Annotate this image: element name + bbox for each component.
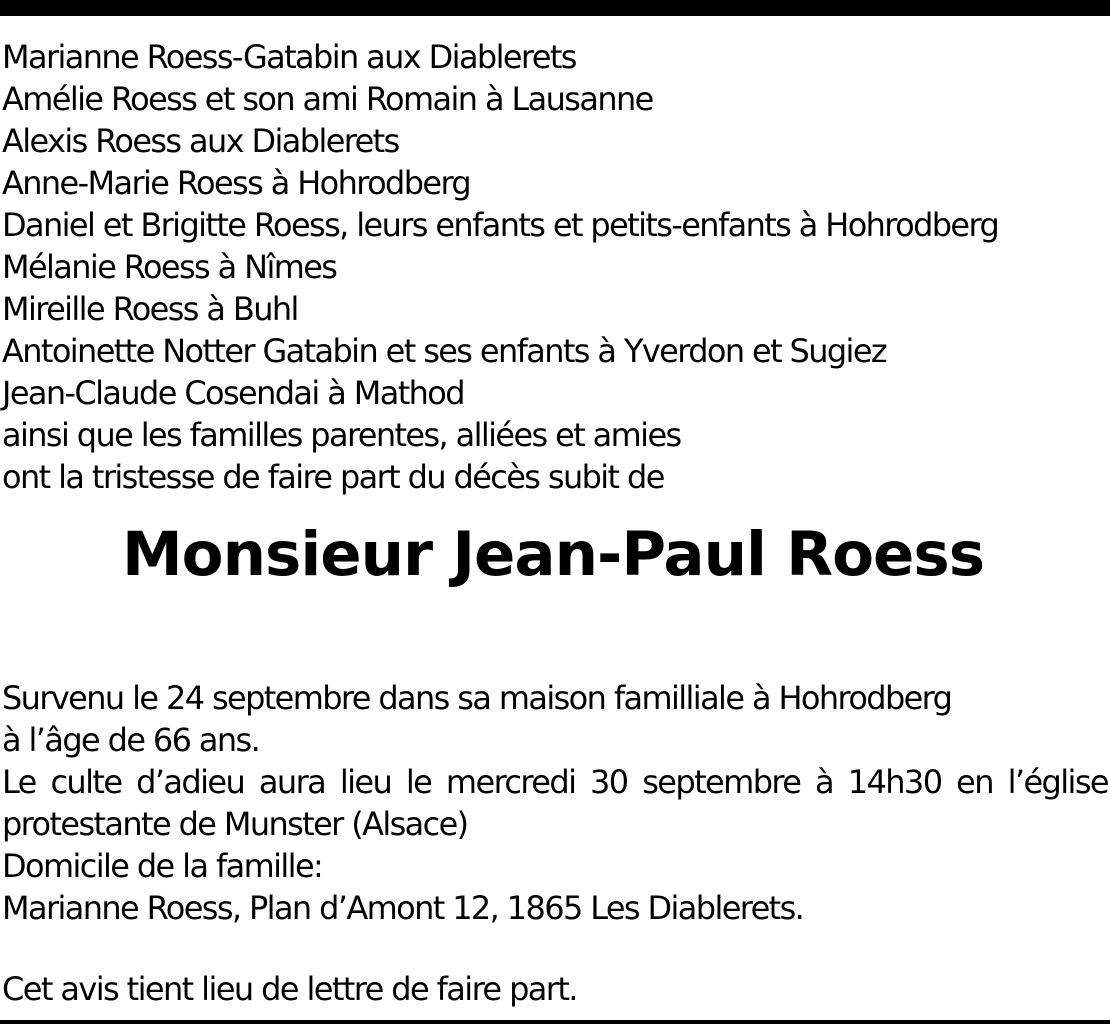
service-word: à — [815, 763, 834, 801]
service-line — [2, 761, 1108, 803]
service-word: le — [405, 763, 432, 801]
mourner-line: Marianne Roess-Gatabin aux Diablerets — [2, 38, 576, 76]
details-block — [2, 677, 1108, 929]
service-word: l’église — [1007, 763, 1108, 801]
service-word: 30 — [590, 763, 628, 801]
mourner-line: Daniel et Brigitte Roess, leurs enfants et petits-enfants à Hohrodberg — [2, 206, 999, 244]
service-word: 14h30 — [847, 763, 942, 801]
bottom-border-rule — [0, 1020, 1110, 1024]
service-word: culte — [50, 763, 122, 801]
domicile-label: Domicile de la famille: — [2, 847, 323, 885]
mourner-line: ont la tristesse de faire part du décès subit de — [2, 458, 664, 496]
top-border-rule — [0, 0, 1110, 16]
service-word: en — [956, 763, 993, 801]
mourner-line: Antoinette Notter Gatabin et ses enfants à Yverdon et Sugiez — [2, 332, 887, 370]
age-line: à l’âge de 66 ans. — [2, 721, 260, 759]
death-date-line: Survenu le 24 septembre dans sa maison familliale à Hohrodberg — [2, 679, 952, 717]
mourner-line: Alexis Roess aux Diablerets — [2, 122, 399, 160]
service-location-line: protestante de Munster (Alsace) — [2, 805, 468, 843]
mourners-block — [2, 36, 1108, 498]
deceased-name-heading: Monsieur Jean-Paul Roess — [121, 519, 985, 590]
service-word: aura — [258, 763, 326, 801]
service-word: septembre — [642, 763, 801, 801]
service-word: mercredi — [445, 763, 576, 801]
mourner-line: Jean-Claude Cosendai à Mathod — [2, 374, 464, 412]
mourner-line: Mireille Roess à Buhl — [2, 290, 298, 328]
mourner-line: Anne-Marie Roess à Hohrodberg — [2, 164, 471, 202]
service-word: Le — [2, 763, 36, 801]
mourner-line: Mélanie Roess à Nîmes — [2, 248, 337, 286]
closing-statement: Cet avis tient lieu de lettre de faire part. — [2, 970, 577, 1008]
service-word: d’adieu — [136, 763, 245, 801]
domicile-address: Marianne Roess, Plan d’Amont 12, 1865 Les Diablerets. — [2, 889, 804, 927]
mourner-line: ainsi que les familles parentes, alliées et amies — [2, 416, 681, 454]
mourner-line: Amélie Roess et son ami Romain à Lausanne — [2, 80, 653, 118]
service-word: lieu — [339, 763, 392, 801]
